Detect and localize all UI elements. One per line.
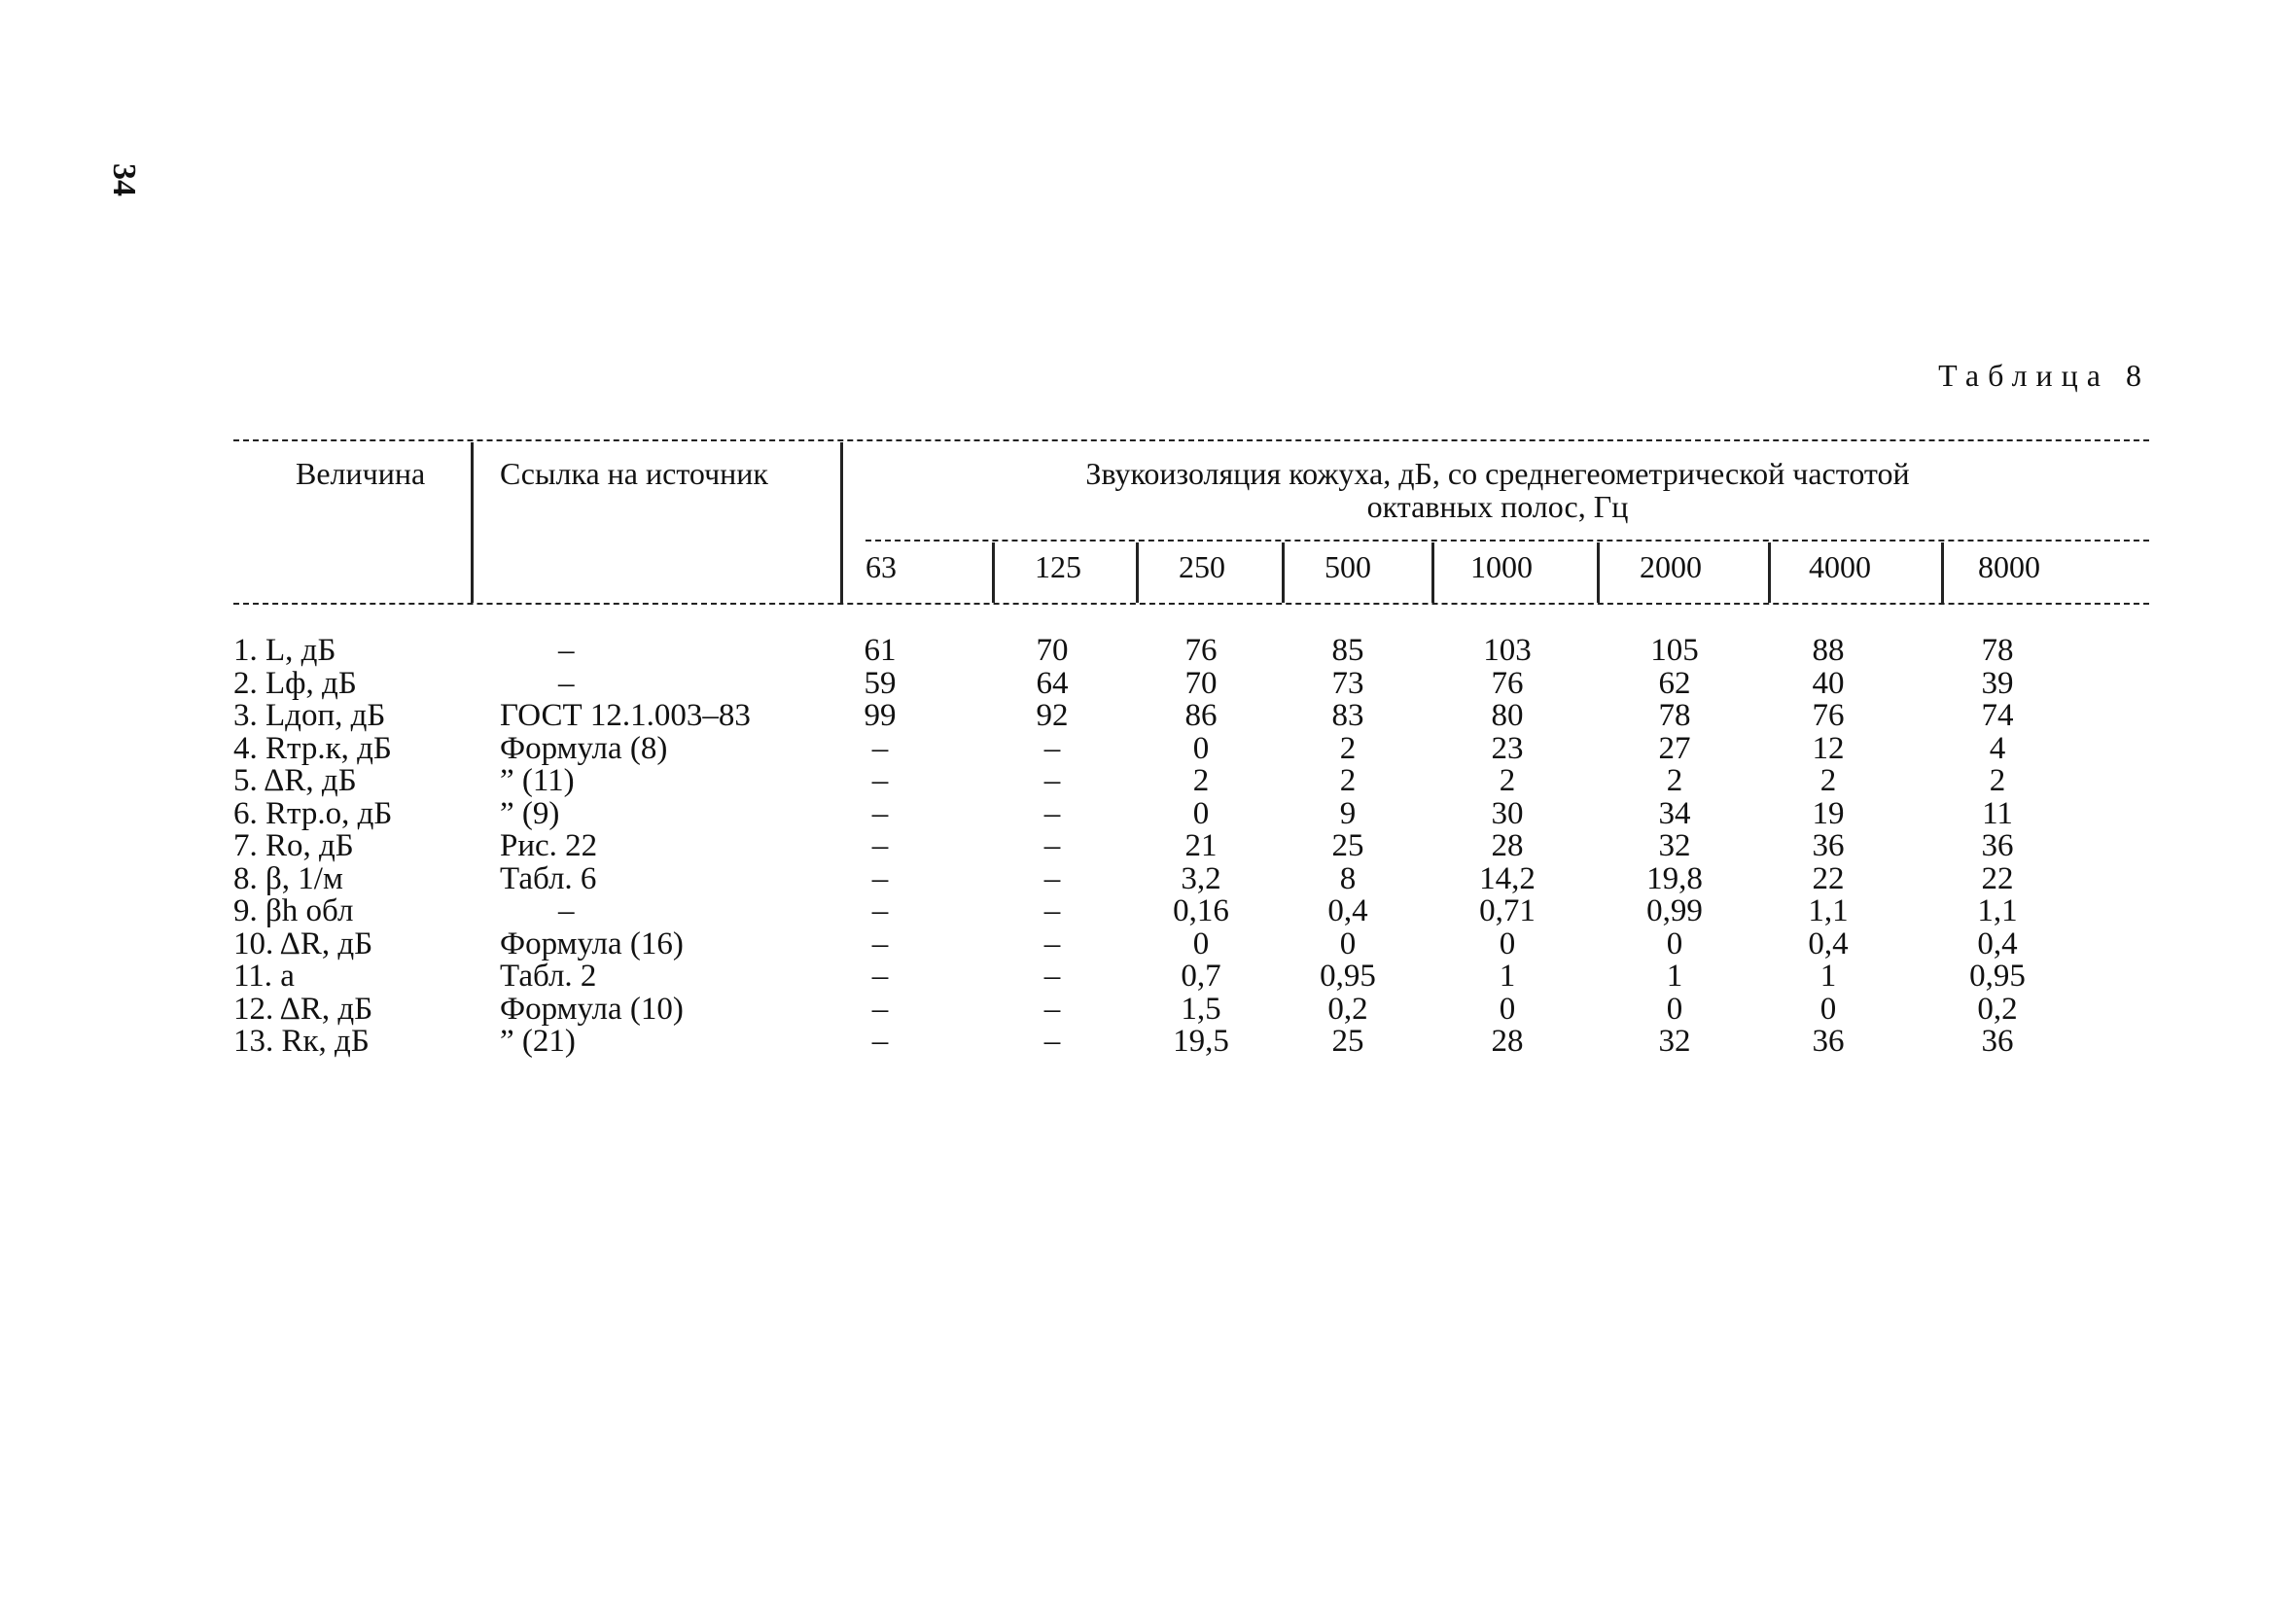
row-value: 2 bbox=[1192, 763, 1210, 798]
row-source: ” (21) bbox=[500, 1024, 576, 1059]
row-value: 105 bbox=[1650, 633, 1699, 668]
row-value: 0,71 bbox=[1479, 893, 1536, 928]
row-value: 64 bbox=[1036, 665, 1069, 701]
row-source: Формула (8) bbox=[500, 730, 668, 766]
row-value: 0 bbox=[1666, 926, 1683, 961]
row-value: 88 bbox=[1812, 633, 1845, 668]
frequency-header: 2000 bbox=[1640, 549, 1702, 584]
row-source: ” (11) bbox=[500, 763, 575, 798]
row-value: 1 bbox=[1499, 959, 1516, 994]
row-value: 12 bbox=[1812, 730, 1845, 766]
row-value: 36 bbox=[1812, 1024, 1845, 1059]
row-value: 0 bbox=[1192, 795, 1210, 831]
row-value: 99 bbox=[864, 698, 897, 733]
table-row bbox=[0, 764, 2296, 797]
row-value: 59 bbox=[864, 665, 897, 701]
row-value: 39 bbox=[1981, 665, 2014, 701]
row-value: – bbox=[871, 893, 889, 928]
row-value: 73 bbox=[1331, 665, 1364, 701]
header-bottom-rule bbox=[233, 603, 2149, 605]
table-row bbox=[0, 927, 2296, 961]
row-value: 28 bbox=[1491, 828, 1524, 863]
row-value: 22 bbox=[1981, 860, 2014, 896]
row-value: 21 bbox=[1184, 828, 1218, 863]
table-row bbox=[0, 894, 2296, 927]
row-value: 8 bbox=[1339, 860, 1357, 896]
table-row bbox=[0, 732, 2296, 765]
table-row bbox=[0, 829, 2296, 862]
row-quantity: 3. Lдоп, дБ bbox=[233, 698, 386, 733]
row-value: 30 bbox=[1491, 795, 1524, 831]
row-value: 34 bbox=[1658, 795, 1691, 831]
row-value: 36 bbox=[1981, 828, 2014, 863]
column-divider bbox=[1941, 542, 1944, 603]
column-divider bbox=[1431, 542, 1434, 603]
row-value: 4 bbox=[1989, 730, 2006, 766]
row-quantity: 12. ΔR, дБ bbox=[233, 991, 373, 1027]
row-quantity: 13. Rк, дБ bbox=[233, 1024, 370, 1059]
table-row bbox=[0, 862, 2296, 895]
row-value: 19,5 bbox=[1173, 1024, 1229, 1059]
row-source: Рис. 22 bbox=[500, 828, 598, 863]
row-value: 0,4 bbox=[1977, 926, 2018, 961]
row-value: 0,16 bbox=[1173, 893, 1229, 928]
row-value: 2 bbox=[1989, 763, 2006, 798]
row-value: 2 bbox=[1819, 763, 1837, 798]
row-value: 70 bbox=[1036, 633, 1069, 668]
row-value: – bbox=[1043, 763, 1061, 798]
table-row bbox=[0, 667, 2296, 700]
header-insulation-line1: Звукоизоляция кожуха, дБ, со среднегеометрической частотой bbox=[1085, 456, 1910, 491]
row-value: 1,1 bbox=[1977, 893, 2018, 928]
frequency-header: 125 bbox=[1035, 549, 1081, 584]
row-value: – bbox=[871, 730, 889, 766]
row-value: 0 bbox=[1499, 926, 1516, 961]
row-value: – bbox=[1043, 926, 1061, 961]
row-value: 76 bbox=[1491, 665, 1524, 701]
row-value: 103 bbox=[1483, 633, 1532, 668]
row-value: 0 bbox=[1819, 991, 1837, 1027]
row-quantity: 2. Lф, дБ bbox=[233, 665, 357, 701]
row-value: 1 bbox=[1666, 959, 1683, 994]
row-value: – bbox=[1043, 1024, 1061, 1059]
header-middle-rule bbox=[865, 540, 2149, 541]
row-value: 83 bbox=[1331, 698, 1364, 733]
table-caption: Таблица 8 bbox=[1938, 358, 2150, 393]
column-divider bbox=[840, 442, 843, 603]
row-quantity: 11. a bbox=[233, 959, 295, 994]
row-value: 14,2 bbox=[1479, 860, 1536, 896]
row-value: 2 bbox=[1666, 763, 1683, 798]
table-row bbox=[0, 797, 2296, 830]
row-value: 70 bbox=[1184, 665, 1218, 701]
row-value: 25 bbox=[1331, 1024, 1364, 1059]
row-source: Табл. 6 bbox=[500, 860, 597, 896]
row-value: 0,99 bbox=[1646, 893, 1703, 928]
table-row bbox=[0, 699, 2296, 732]
row-source: ” (9) bbox=[500, 795, 560, 831]
column-divider bbox=[471, 442, 474, 603]
row-value: 78 bbox=[1658, 698, 1691, 733]
row-value: – bbox=[871, 959, 889, 994]
row-value: 22 bbox=[1812, 860, 1845, 896]
row-value: – bbox=[871, 828, 889, 863]
header-quantity: Величина bbox=[296, 456, 426, 491]
row-quantity: 1. L, дБ bbox=[233, 633, 336, 668]
row-value: 80 bbox=[1491, 698, 1524, 733]
header-insulation-line2: октавных полос, Гц bbox=[1366, 489, 1629, 524]
row-value: 1 bbox=[1819, 959, 1837, 994]
frequency-header: 250 bbox=[1179, 549, 1225, 584]
row-quantity: 4. Rтр.к, дБ bbox=[233, 730, 392, 766]
frequency-header: 8000 bbox=[1978, 549, 2040, 584]
row-source: – bbox=[558, 893, 575, 928]
row-quantity: 5. ΔR, дБ bbox=[233, 763, 357, 798]
row-value: – bbox=[1043, 991, 1061, 1027]
row-quantity: 7. Rо, дБ bbox=[233, 828, 354, 863]
table-row bbox=[0, 1025, 2296, 1058]
row-value: 0 bbox=[1499, 991, 1516, 1027]
column-divider bbox=[1597, 542, 1600, 603]
row-value: 0 bbox=[1192, 926, 1210, 961]
row-value: 19,8 bbox=[1646, 860, 1703, 896]
row-source: ГОСТ 12.1.003–83 bbox=[500, 698, 751, 733]
row-value: 2 bbox=[1339, 730, 1357, 766]
row-value: 0,4 bbox=[1808, 926, 1849, 961]
header-insulation bbox=[856, 457, 2139, 523]
column-divider bbox=[1136, 542, 1139, 603]
row-value: 0,4 bbox=[1327, 893, 1368, 928]
row-value: 1,5 bbox=[1181, 991, 1221, 1027]
table-top-rule bbox=[233, 439, 2149, 441]
row-value: 2 bbox=[1499, 763, 1516, 798]
row-value: 0,2 bbox=[1977, 991, 2018, 1027]
row-value: 61 bbox=[864, 633, 897, 668]
row-source: Табл. 2 bbox=[500, 959, 597, 994]
row-value: 2 bbox=[1339, 763, 1357, 798]
row-value: 74 bbox=[1981, 698, 2014, 733]
row-value: 19 bbox=[1812, 795, 1845, 831]
frequency-header: 63 bbox=[865, 549, 897, 584]
row-quantity: 9. βh обл bbox=[233, 893, 354, 928]
row-value: – bbox=[871, 763, 889, 798]
column-divider bbox=[1282, 542, 1285, 603]
row-value: 9 bbox=[1339, 795, 1357, 831]
row-quantity: 8. β, 1/м bbox=[233, 860, 343, 896]
row-value: 85 bbox=[1331, 633, 1364, 668]
row-value: 32 bbox=[1658, 1024, 1691, 1059]
row-value: – bbox=[871, 991, 889, 1027]
row-value: – bbox=[1043, 893, 1061, 928]
row-value: – bbox=[871, 795, 889, 831]
row-source: Формула (16) bbox=[500, 926, 684, 961]
frequency-header: 1000 bbox=[1470, 549, 1533, 584]
row-value: 0 bbox=[1192, 730, 1210, 766]
row-value: 76 bbox=[1812, 698, 1845, 733]
row-quantity: 6. Rтр.о, дБ bbox=[233, 795, 393, 831]
row-value: 3,2 bbox=[1181, 860, 1221, 896]
row-value: 27 bbox=[1658, 730, 1691, 766]
table-row bbox=[0, 993, 2296, 1026]
row-value: 0,95 bbox=[1320, 959, 1376, 994]
row-value: 25 bbox=[1331, 828, 1364, 863]
row-value: 40 bbox=[1812, 665, 1845, 701]
row-value: 0 bbox=[1666, 991, 1683, 1027]
row-value: – bbox=[1043, 795, 1061, 831]
row-value: 0,7 bbox=[1181, 959, 1221, 994]
row-value: 36 bbox=[1981, 1024, 2014, 1059]
row-source: – bbox=[558, 633, 575, 668]
row-value: – bbox=[871, 1024, 889, 1059]
row-value: 0 bbox=[1339, 926, 1357, 961]
row-value: 23 bbox=[1491, 730, 1524, 766]
row-value: 0,2 bbox=[1327, 991, 1368, 1027]
row-value: 86 bbox=[1184, 698, 1218, 733]
table-row bbox=[0, 634, 2296, 667]
page-number: 34 bbox=[106, 163, 142, 196]
row-value: – bbox=[871, 860, 889, 896]
column-divider bbox=[992, 542, 995, 603]
row-value: 76 bbox=[1184, 633, 1218, 668]
row-value: – bbox=[1043, 828, 1061, 863]
row-value: 11 bbox=[1982, 795, 2013, 831]
row-value: 92 bbox=[1036, 698, 1069, 733]
row-source: Формула (10) bbox=[500, 991, 684, 1027]
row-value: – bbox=[1043, 959, 1061, 994]
frequency-header: 500 bbox=[1325, 549, 1371, 584]
header-source: Ссылка на источник bbox=[500, 456, 768, 491]
row-value: 28 bbox=[1491, 1024, 1524, 1059]
column-divider bbox=[1768, 542, 1771, 603]
row-value: 62 bbox=[1658, 665, 1691, 701]
table-row bbox=[0, 960, 2296, 993]
frequency-header: 4000 bbox=[1809, 549, 1871, 584]
row-value: 0,95 bbox=[1969, 959, 2026, 994]
row-value: 78 bbox=[1981, 633, 2014, 668]
row-value: 32 bbox=[1658, 828, 1691, 863]
row-value: 36 bbox=[1812, 828, 1845, 863]
row-quantity: 10. ΔR, дБ bbox=[233, 926, 373, 961]
row-source: – bbox=[558, 665, 575, 701]
row-value: 1,1 bbox=[1808, 893, 1849, 928]
row-value: – bbox=[1043, 730, 1061, 766]
row-value: – bbox=[1043, 860, 1061, 896]
row-value: – bbox=[871, 926, 889, 961]
